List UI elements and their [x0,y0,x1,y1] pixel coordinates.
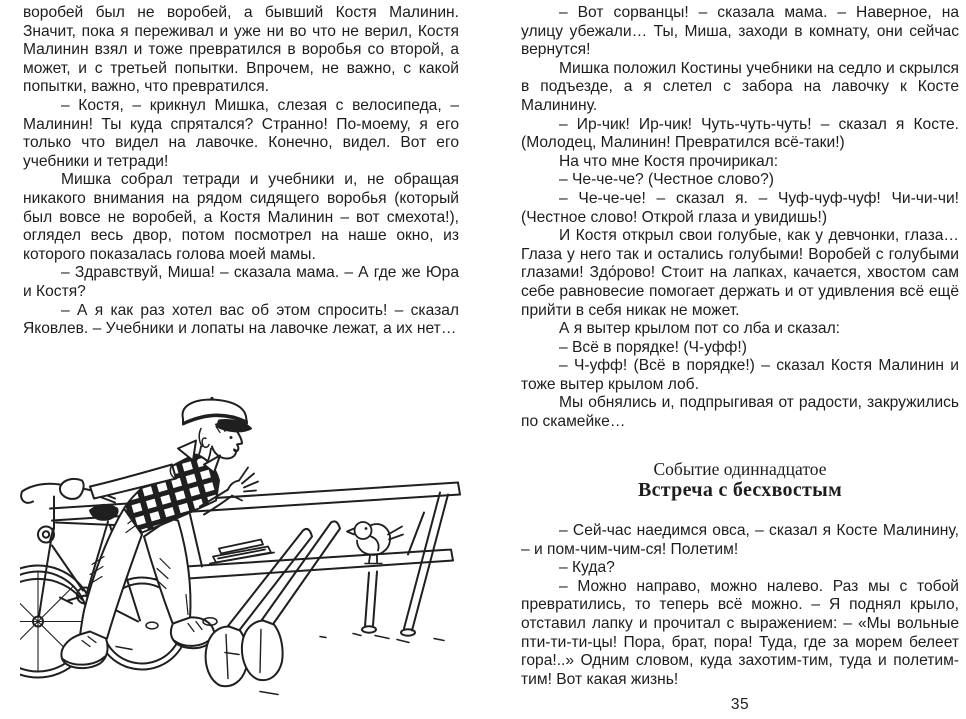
paragraph: – Костя, – крикнул Мишка, слезая с велосипеда, – Малинин! Ты куда спрятался? Странно! По-моему, я его только что видел на лавочке. Конечно, видел. Вот его учебники и тетради! [23,96,459,170]
paragraph: Мишка собрал тетради и учебники и, не обращая никакого внимания на рядом сидящего воробья (который был вовсе не воробей, а Костя Малинин – вот смехота!), оглядел весь двор, потом посмотрел на наше окно, из которого показалась голова моей мамы. [23,171,459,263]
chapter-heading [521,460,959,499]
shovels [206,521,340,686]
page-number: 35 [730,696,750,713]
sparrow [347,522,403,564]
paragraph: – Сей-час наедимся овса, – сказал я Косте Малинину, – и пом-чим-чим-ся! Полетим! [521,522,959,558]
school-books [210,540,274,564]
paragraph: – Вот сорванцы! – сказала мама. – Наверное, на улицу убежали… Ты, Миша, заходи в комнату, они сейчас вернутся! [521,4,959,59]
paragraph: воробей был не воробей, а бывший Костя Малинин. Значит, пока я переживал и уже ни во что не верил, Костя Малинин взял и тоже превратился в воробья со второй, а может, и с третьей попытки. Впрочем, не важно, с какой попытки, важно, что превратился. [23,4,459,96]
left-column [23,4,459,339]
left-column-text [23,4,459,339]
paragraph: – Всё в порядке! (Ч-уфф!) [559,338,747,356]
paragraph: На что мне Костя прочирикал: [559,152,779,170]
right-column-text-top [521,4,959,432]
illustration [20,388,470,719]
paragraph: – Че-че-че! – сказал я. – Чуф-чуф-чуф! Чи-чи-чи! (Честное слово! Открой глаза и увидишь!) [521,189,959,226]
paragraph: – Можно направо, можно налево. Раз мы с тобой превратились, то теперь всё можно. – Я поднял крыло, отставил лапку и прочитал с выражением: – «Мы вольные пти-ти-ти-цы! Пора, брат, пора! Туда, где за морем белеет гора!..» Одним словом, куда захотим-тим, туда и полетим-тим! Вот какая жизнь! [521,577,959,688]
right-column [521,4,959,716]
boy-trouser-leg [144,519,191,625]
open-mouth [233,449,237,453]
paragraph: Мишка положил Костины учебники на седло и скрылся в подъезде, а я слетел с забора на лавочку к Косте Малинину. [521,59,959,114]
paragraph: Мы обнялись и, подпрыгивая от радости, закружились по скамейке… [521,394,959,431]
paragraph: – Ир-чик! Ир-чик! Чуть-чуть-чуть! – сказал я Косте. (Молодец, Малинин! Превратился всё-таки!) [521,115,959,152]
courtyard-scene [20,388,470,719]
ear [202,438,209,447]
boy-hand-on-grip [60,479,84,499]
paragraph: А я вытер крылом пот со лба и сказал: [559,320,841,338]
paragraph: – Куда? [559,559,615,577]
paragraph: – А я как раз хотел вас об этом спросить! – сказал Яковлев. – Учебники и лопаты на лавочке лежат, а их нет… [23,301,459,338]
paragraph: И Костя открыл свои голубые, как у девчонки, глаза… Глаза у него так и остались голубыми! Воробей с голубыми глазами! Здо́рово! Стоит на лапках, качается, хвостом сам себе равновесие помогает держать и от удивления всё ещё прийти в себя никак не может. [521,227,959,319]
right-column-text-bottom [521,522,959,689]
paragraph: – Здравствуй, Миша! – сказала мама. – А где же Юра и Костя? [23,264,459,300]
chapter-kicker: Событие одиннадцатое [653,459,827,479]
chapter-title: Встреча с бесхвостым [637,478,843,501]
eye [230,436,233,439]
paragraph: – Ч-уфф! (Всё в порядке!) – сказал Костя Малинин и тоже вытер крылом лоб. [521,357,959,393]
saddle [90,505,118,520]
paragraph: – Че-че-че? (Честное слово?) [559,171,774,189]
shovel-blade [242,621,283,681]
